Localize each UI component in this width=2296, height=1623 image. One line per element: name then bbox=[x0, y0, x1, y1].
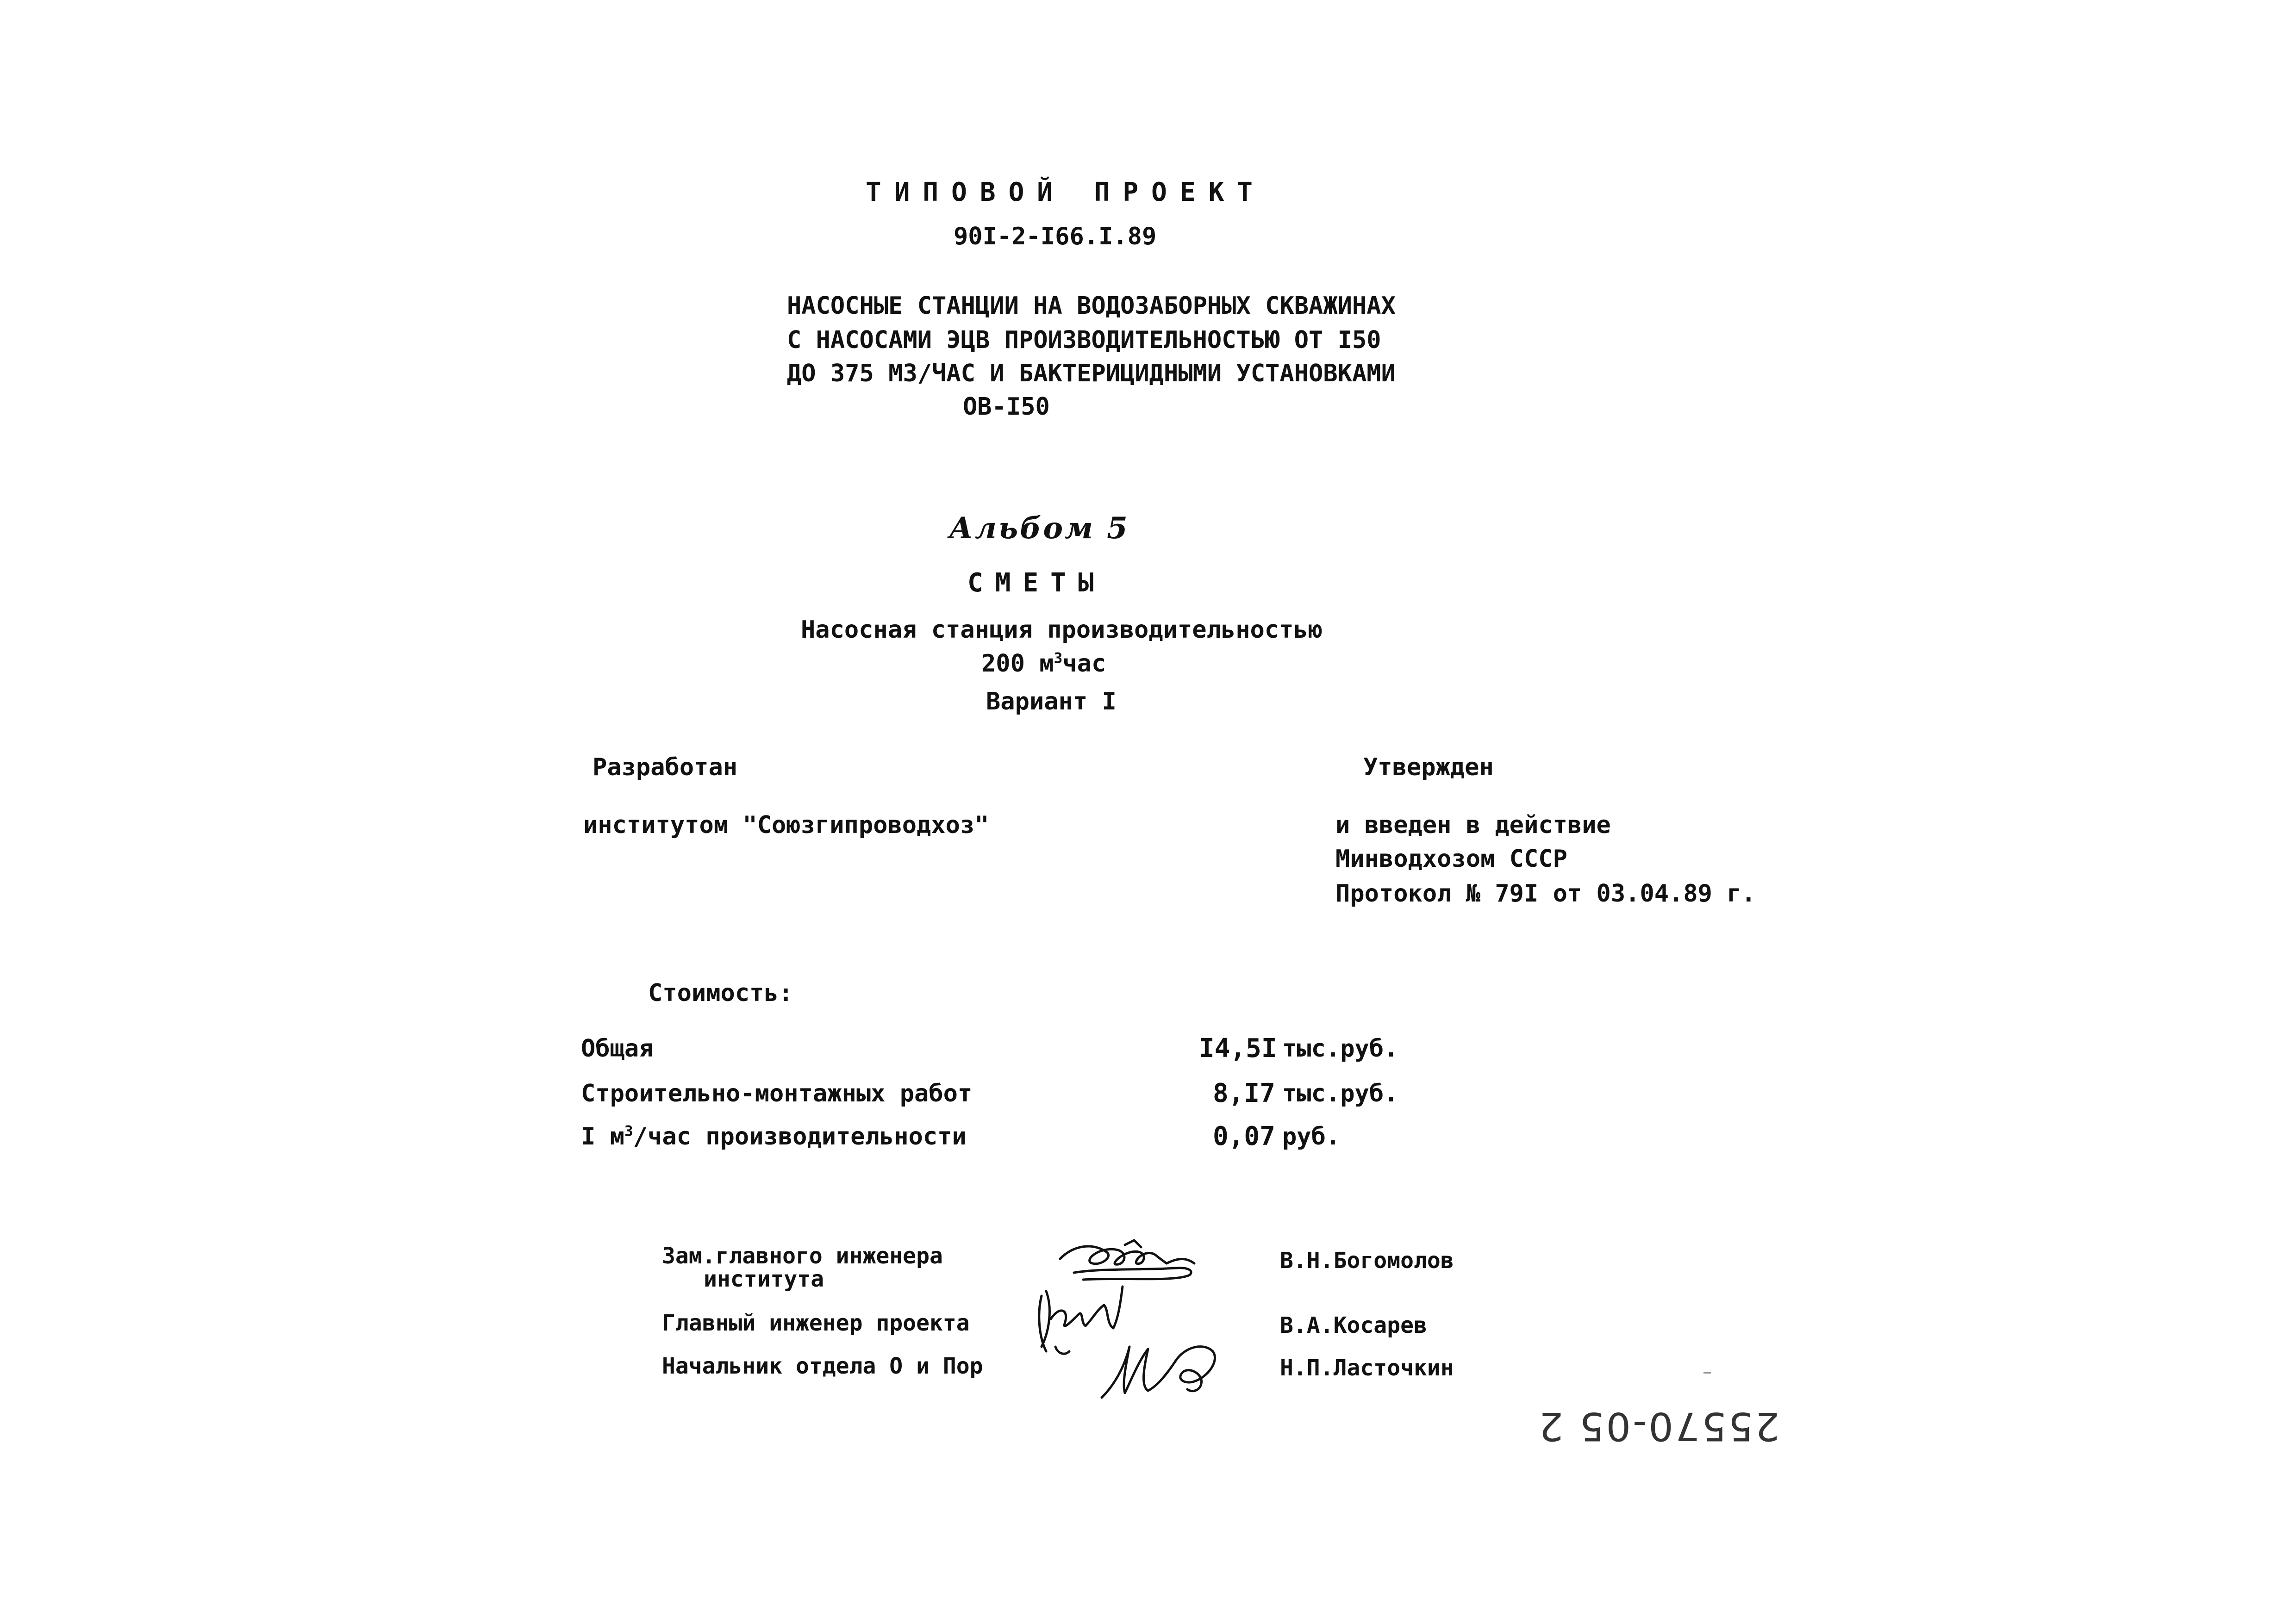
cost-row-construction-unit: тыс.руб. bbox=[1282, 1080, 1398, 1107]
capacity-unit: час bbox=[1062, 650, 1106, 678]
signatory-3-position: Начальник отдела О и Пор bbox=[662, 1353, 983, 1379]
approved-heading: Утвержден bbox=[1363, 753, 1494, 781]
cost-row-total-value: I4,5I bbox=[1199, 1033, 1277, 1063]
capacity-superscript: 3 bbox=[1054, 650, 1063, 667]
signatory-1-position-line-2: института bbox=[704, 1266, 824, 1292]
signatory-2-position: Главный инженер проекта bbox=[662, 1310, 970, 1336]
cost-heading: Стоимость: bbox=[648, 979, 793, 1007]
approved-line-2: Минводхозом СССР bbox=[1335, 845, 1567, 873]
signature-3-image bbox=[1097, 1333, 1222, 1402]
capacity-value: 200 м bbox=[981, 650, 1054, 678]
project-number: 90I-2-I66.I.89 bbox=[954, 223, 1157, 250]
developed-heading: Разработан bbox=[593, 753, 738, 781]
subject-line: Насосная станция производительностью bbox=[801, 616, 1323, 644]
cost-row-construction-label: Строительно-монтажных работ bbox=[581, 1080, 973, 1107]
cost-row-total-unit: тыс.руб. bbox=[1282, 1035, 1398, 1063]
description-line-4: ОВ-I50 bbox=[963, 393, 1050, 421]
cost-row-per-unit-unit: руб. bbox=[1282, 1123, 1341, 1150]
description-line-1: НАСОСНЫЕ СТАНЦИИ НА ВОДОЗАБОРНЫХ СКВАЖИНАХ bbox=[787, 292, 1396, 320]
signatory-1-name: В.Н.Богомолов bbox=[1280, 1248, 1454, 1274]
developed-by: институтом "Союзгипроводхоз" bbox=[583, 811, 989, 839]
cost-row-per-unit-superscript: 3 bbox=[624, 1123, 633, 1140]
signatory-3-name: Н.П.Ласточкин bbox=[1280, 1355, 1454, 1381]
section-title: СМЕТЫ bbox=[967, 568, 1106, 598]
capacity-line bbox=[981, 652, 1106, 676]
description-line-2: С НАСОСАМИ ЭЦВ ПРОИЗВОДИТЕЛЬНОСТЬЮ ОТ I50 bbox=[787, 326, 1381, 354]
cost-row-construction-value: 8,I7 bbox=[1213, 1078, 1275, 1108]
archive-number: 25570-05 2 bbox=[1537, 1404, 1780, 1449]
cost-row-per-unit-label bbox=[581, 1125, 967, 1149]
approved-line-3: Протокол № 79I от 03.04.89 г. bbox=[1335, 880, 1756, 908]
cost-row-total-label: Общая bbox=[581, 1035, 654, 1063]
signatory-1-position-line-1: Зам.главного инженера bbox=[662, 1243, 943, 1269]
project-type-title: ТИПОВОЙ ПРОЕКТ bbox=[866, 177, 1266, 207]
margin-mark bbox=[1703, 1372, 1711, 1374]
cost-row-per-unit-suffix: /час производительности bbox=[633, 1123, 967, 1150]
approved-line-1: и введен в действие bbox=[1335, 811, 1611, 839]
cost-row-per-unit-prefix: I м bbox=[581, 1123, 624, 1150]
description-line-3: ДО 375 М3/ЧАС И БАКТЕРИЦИДНЫМИ УСТАНОВКАМИ bbox=[787, 360, 1396, 387]
album-label: Альбом 5 bbox=[949, 511, 1129, 546]
signatory-2-name: В.А.Косарев bbox=[1280, 1312, 1427, 1338]
variant-label: Вариант I bbox=[986, 688, 1117, 715]
cost-row-per-unit-value: 0,07 bbox=[1213, 1121, 1275, 1151]
